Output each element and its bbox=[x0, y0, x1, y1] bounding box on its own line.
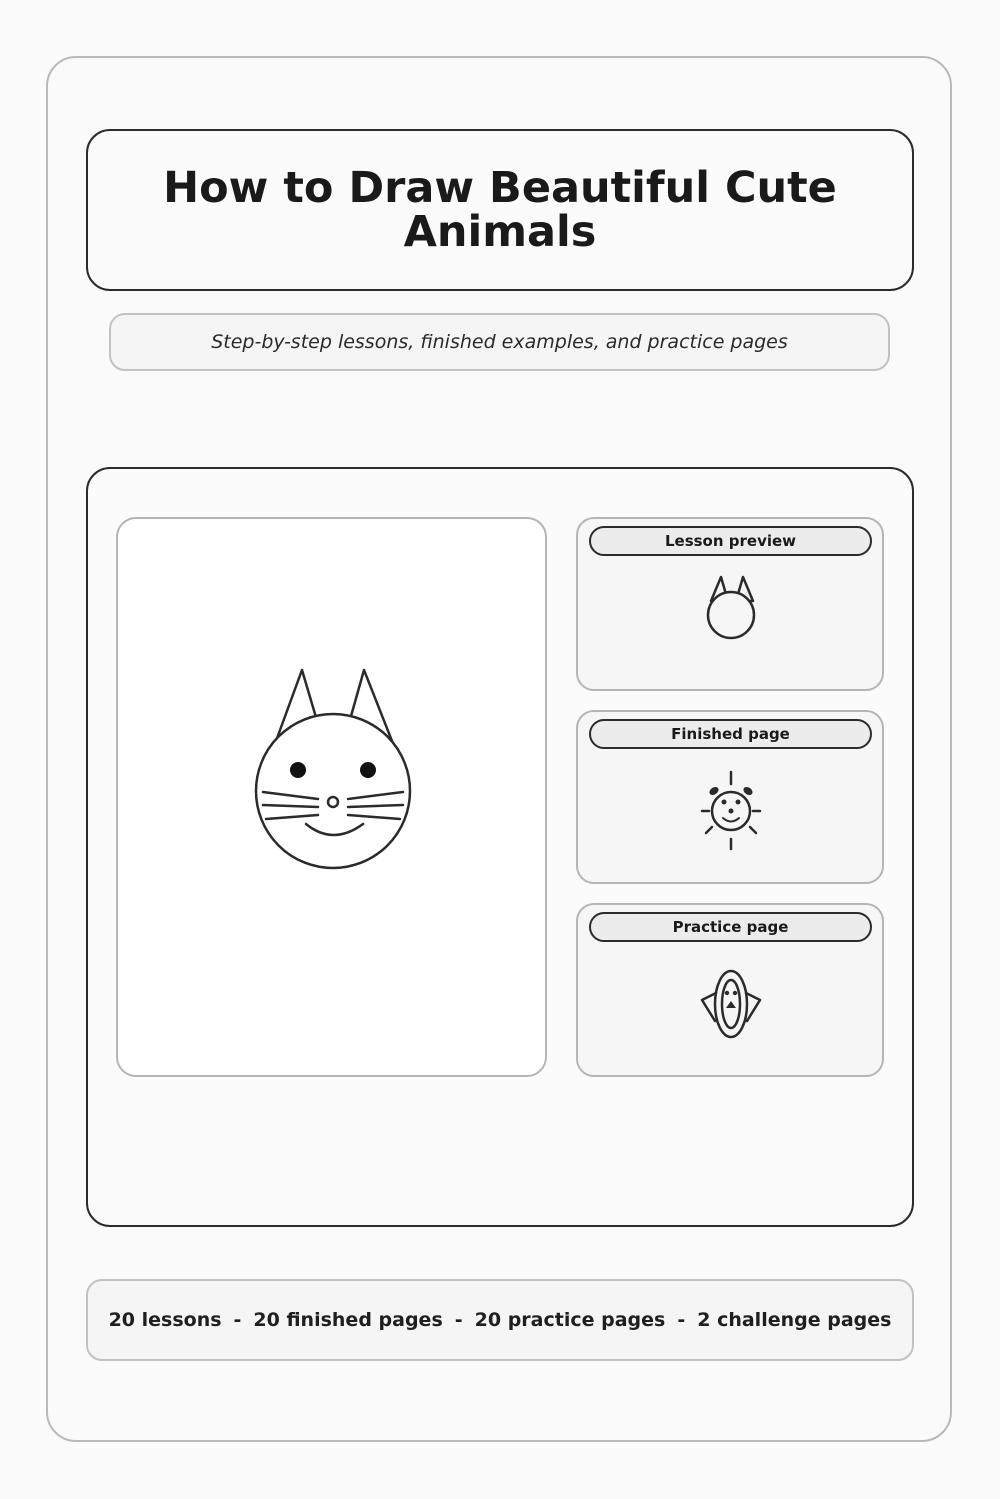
card-label-lesson-preview: Lesson preview bbox=[589, 526, 872, 556]
stat-separator: - bbox=[233, 1309, 242, 1331]
stat-practice-pages: 20 practice pages bbox=[474, 1309, 666, 1331]
subtitle-box bbox=[109, 313, 890, 371]
stat-challenge-pages: 2 challenge pages bbox=[697, 1309, 892, 1331]
cat-head-outline-icon bbox=[578, 519, 886, 693]
card-lesson-preview bbox=[576, 517, 884, 691]
card-practice-page bbox=[576, 903, 884, 1077]
stats-bar bbox=[86, 1279, 914, 1361]
card-label-finished-page: Finished page bbox=[589, 719, 872, 749]
stat-separator: - bbox=[677, 1309, 686, 1331]
page-title: How to Draw Beautiful Cute Animals bbox=[163, 163, 837, 257]
hero-illustration-panel bbox=[116, 517, 547, 1077]
card-finished-page bbox=[576, 710, 884, 884]
stat-lessons: 20 lessons bbox=[108, 1309, 222, 1331]
page-subtitle: Step-by-step lessons, finished examples, and practice pages bbox=[211, 331, 788, 353]
bird-icon bbox=[578, 905, 886, 1079]
title-box bbox=[86, 129, 914, 291]
card-label-practice-page: Practice page bbox=[589, 912, 872, 942]
stat-separator: - bbox=[454, 1309, 463, 1331]
cat-face-icon bbox=[118, 519, 549, 1079]
stat-finished-pages: 20 finished pages bbox=[253, 1309, 443, 1331]
ladybug-icon bbox=[578, 712, 886, 886]
